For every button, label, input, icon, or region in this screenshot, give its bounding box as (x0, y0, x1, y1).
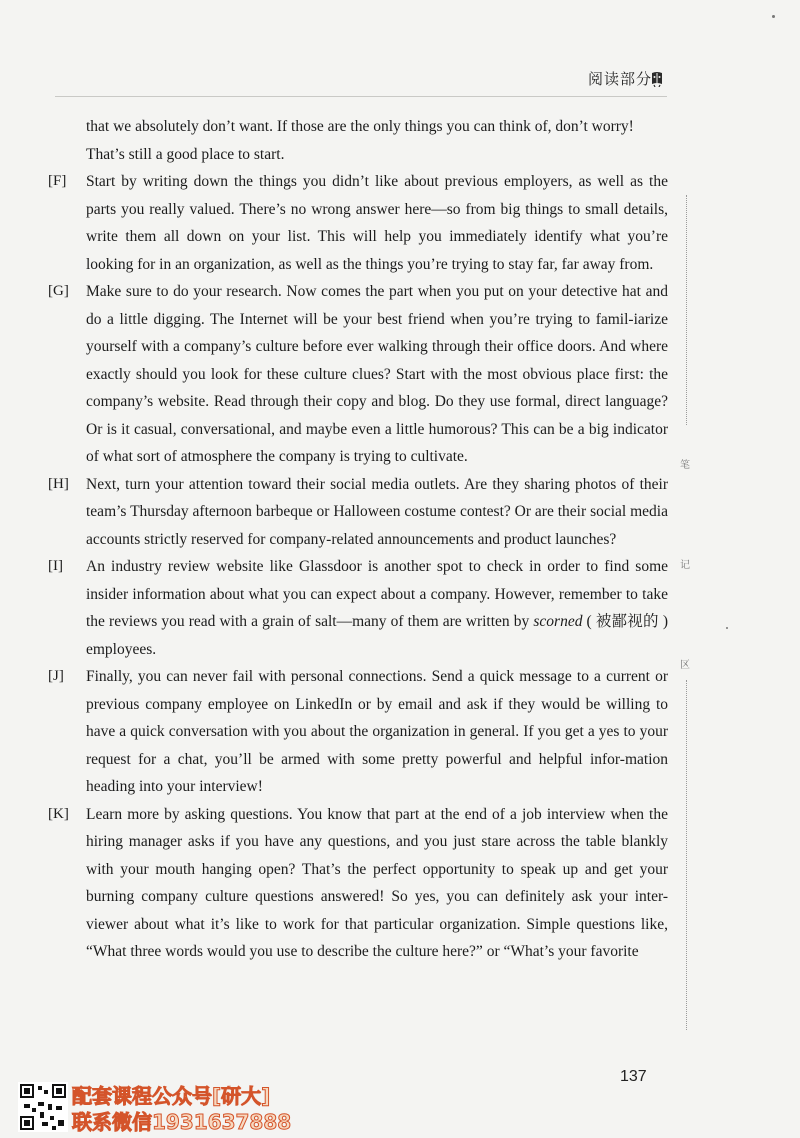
paragraph-tag: [I] (48, 558, 63, 574)
paragraph-f (48, 168, 668, 278)
intro-line: that we absolutely don’t want. If those are the only things you can think of, don’t worry! (86, 118, 634, 135)
margin-note-char: 区 (680, 660, 690, 671)
paragraph-g (48, 278, 668, 471)
section-title: 阅读部分 (587, 70, 652, 88)
paragraph-text: Make sure to do your research. Now comes the part when you put on your detective hat and do a little digging. The Internet will be your best friend when you’re trying to famil-iarize yourself with a company’s culture before ever walking through their office doors. And where exactly should you look for these culture clues? Start with the most obvious place first: the company’s website. Read through their copy and blog. Do they use formal, direct language? Or is it casual, conversational, and maybe even a little humorous? This can be a big indicator of what sort of atmosphere the company is trying to cultivate. (86, 283, 668, 465)
paragraph-tag: [G] (48, 283, 69, 299)
paragraph-i (48, 553, 668, 663)
paragraph-text: Learn more by asking questions. You know that part at the end of a job interview when the hiring manager asks if you have any questions, and you just stare across the table blankly with your mouth hanging open? That’s the perfect opportunity to speak up and get your burning company culture questions answered! So yes, you can definitely ask your inter-viewer about what it’s like to work for that particular organization. Simple questions like, “What three words would you use to describe the culture here?” or “What’s your favorite (86, 805, 668, 960)
paragraph-tag: [H] (48, 475, 69, 492)
margin-dotted-line (686, 195, 687, 425)
paragraph-text-part: An industry review website like Glassdoor is another spot to check in order to find some insider information about what you can expect about a company. However, remember to take the reviews you read with a grain of salt—many of them are written by (86, 558, 668, 630)
paragraph-text: Start by writing down the things you didn’t like about previous employers, as well as the parts you really valued. There’s no wrong answer here—so from big things to small details, write them all down on your list. This will help you immediately identify what you’re looking for in an organization, as well as the things you’re trying to stay far, far away from. (86, 173, 668, 273)
paragraph-tag: [J] (48, 668, 64, 684)
paragraph-h (48, 471, 668, 554)
margin-note-char: 笔 (680, 460, 690, 471)
paragraph-text (86, 553, 668, 663)
paragraph-tag: [F] (48, 173, 67, 189)
intro-line: That’s still a good place to start. (86, 145, 285, 163)
promo-watermark-line: 联系微信1931637888 (72, 1110, 292, 1134)
paragraph-text-part: ( 被鄙视的 ) employees. (86, 613, 668, 658)
promo-watermark-line: 配套课程公众号[研大] (72, 1084, 271, 1108)
qr-code-icon (18, 1082, 68, 1132)
reading-passage (48, 113, 668, 966)
book-mascot-icon (650, 71, 664, 87)
paragraph-text: Finally, you can never fail with personal connections. Send a quick message to a current or previous company employee on LinkedIn or by email and ask if they would be willing to have a quick conversation with you about the organization in general. If you get a yes to your request for a chat, you’ll be armed with some pretty powerful and helpful infor-mation heading into your interview! (86, 668, 668, 795)
header-divider (55, 96, 667, 97)
margin-note-char: 记 (680, 560, 690, 571)
paragraph-k (48, 801, 668, 966)
scan-speck (772, 15, 775, 18)
margin-dotted-line (686, 680, 687, 1030)
page-number: 137 (620, 1068, 647, 1085)
scan-speck (726, 627, 728, 629)
italic-term: scorned (533, 613, 583, 630)
paragraph-text: Next, turn your attention toward their social media outlets. Are they sharing photos of their team’s Thursday afternoon barbeque or Halloween costume contest? Or are their social media accounts strictly reserved for company-related announcements and product launches? (86, 475, 668, 548)
paragraph-tag: [K] (48, 805, 69, 822)
paragraph-j (48, 663, 668, 801)
